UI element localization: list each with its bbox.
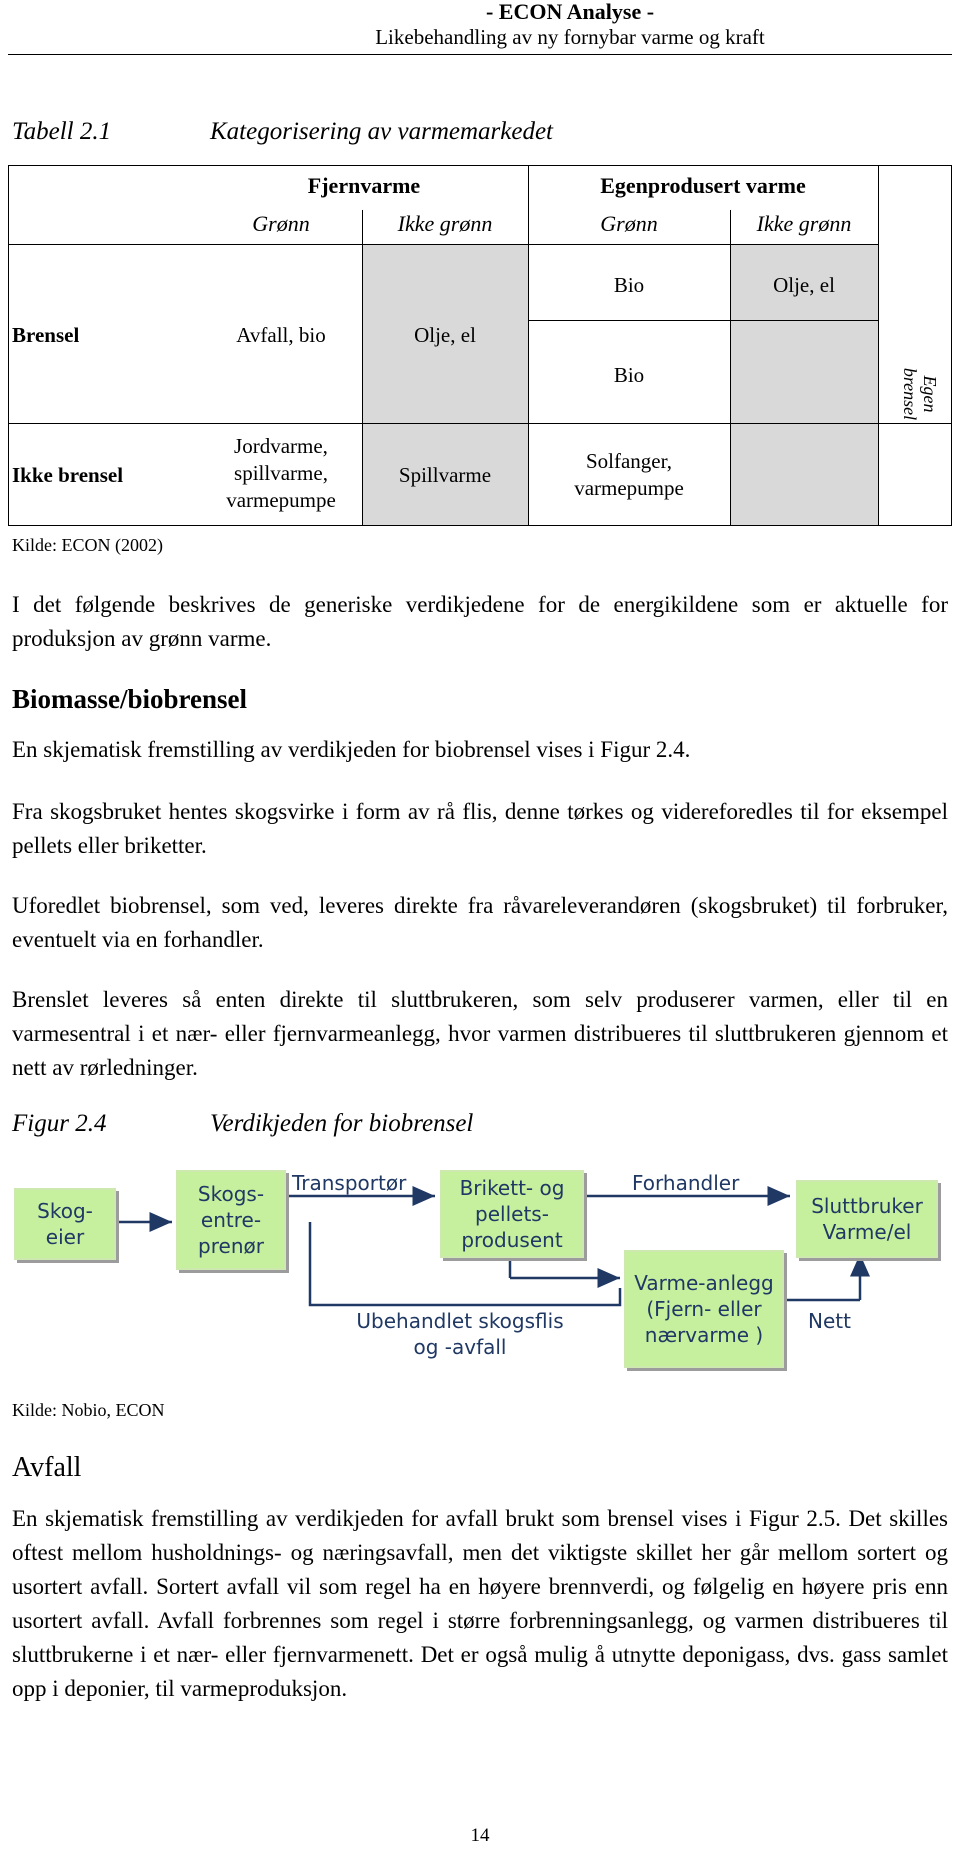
egen-brensel-label: Egen brensel xyxy=(900,367,940,421)
table-caption: Kategorisering av varmemarkedet xyxy=(210,118,553,145)
value-chain-diagram xyxy=(0,1150,960,1400)
cell-brensel-eg-gronn-bottom: Bio xyxy=(613,363,645,387)
biomasse-p4: Brenslet leveres så enten direkte til sluttbrukeren, som selv produserer varmen, eller til en varmesentral i et nær- eller fjernvarmeanlegg, hvor varmen distribueres til sluttbrukeren gjennom et nett av rørledninger. xyxy=(12,987,948,1080)
box-skogeier-label: Skog-eier xyxy=(37,1199,93,1249)
label-forhandler: Forhandler xyxy=(632,1171,740,1195)
cell-ikke-fj-ikke: Spillvarme xyxy=(398,463,492,487)
biomasse-p1: En skjematisk fremstilling av verdikjeden for biobrensel vises i Figur 2.4. xyxy=(12,737,691,762)
table-header-rule xyxy=(8,244,878,245)
table-source: Kilde: ECON (2002) xyxy=(12,535,163,555)
cell-ikke-eg-gronn: Solfanger, varmepumpe xyxy=(574,449,684,500)
cell-brensel-eg-gronn-top: Bio xyxy=(613,273,645,297)
label-transportor: Transportør xyxy=(292,1171,407,1195)
running-header-subtitle: Likebehandling av ny fornybar varme og kraft xyxy=(375,25,765,49)
heading-avfall: Avfall xyxy=(12,1452,82,1483)
col-rule-eg xyxy=(730,210,731,525)
box-varmeanlegg xyxy=(624,1250,784,1368)
sub-gronn-eg: Grønn xyxy=(600,211,658,236)
bio-split-rule xyxy=(528,320,878,321)
heading-biomasse: Biomasse/biobrensel xyxy=(12,684,248,714)
box-skogsentreprenor-label: Skogs-entre-prenør xyxy=(197,1182,265,1258)
label-ubehandlet-line2: og -avfall xyxy=(413,1335,507,1359)
biomasse-p3: Uforedlet biobrensel, som ved, leveres direkte fra råvareleverandøren (skogsbruket) til forbruker, eventuelt via en forhandler. xyxy=(12,893,948,952)
sub-ikke-gronn-fj: Ikke grønn xyxy=(397,211,493,236)
brensel-rule xyxy=(8,423,952,424)
box-sluttbruker xyxy=(796,1180,938,1258)
sub-gronn-fj: Grønn xyxy=(252,211,310,236)
box-varmeanlegg-label: Varme-anlegg (Fjern- eller nærvarme ) xyxy=(634,1271,774,1347)
table-left-border xyxy=(8,165,9,525)
row-label-brensel: Brensel xyxy=(12,323,80,347)
box-skogeier xyxy=(14,1188,116,1260)
group-fjernvarme: Fjernvarme xyxy=(307,173,421,198)
figure-source: Kilde: Nobio, ECON xyxy=(12,1400,165,1420)
table-right-border xyxy=(951,165,952,525)
col-rule-egen xyxy=(878,165,879,525)
page-number: 14 xyxy=(470,1825,490,1846)
sub-ikke-gronn-eg: Ikke grønn xyxy=(756,211,852,236)
cell-brensel-fj-gronn: Avfall, bio xyxy=(236,323,326,347)
box-skogsentreprenor xyxy=(176,1170,286,1270)
label-nett: Nett xyxy=(808,1309,851,1333)
cell-brensel-fj-ikke: Olje, el xyxy=(414,323,476,347)
label-ubehandlet-line1: Ubehandlet skogsflis xyxy=(356,1309,564,1333)
intro-paragraph: I det følgende beskrives de generiske verdikjedene for de energikildene som er aktuelle for produksjon av grønn varme. xyxy=(12,592,948,651)
running-header-title: - ECON Analyse - xyxy=(485,0,655,24)
row-label-ikke-brensel: Ikke brensel xyxy=(12,463,124,487)
table-top-rule xyxy=(8,165,952,166)
biomasse-p2: Fra skogsbruket hentes skogsvirke i form av rå flis, denne tørkes og videreforedles til for eksempel pellets eller briketter. xyxy=(12,799,948,858)
category-table xyxy=(0,0,960,560)
table-bottom-rule xyxy=(8,525,952,526)
group-egenprodusert: Egenprodusert varme xyxy=(600,173,806,198)
box-sluttbruker-label: Sluttbruker Varme/el xyxy=(811,1194,923,1244)
cell-ikke-fj-gronn: Jordvarme, spillvarme, varmepumpe xyxy=(226,434,336,512)
table-label: Tabell 2.1 xyxy=(12,118,112,145)
cell-brensel-eg-ikke-top: Olje, el xyxy=(773,273,835,297)
figure-label: Figur 2.4 xyxy=(12,1110,107,1137)
figure-caption: Verdikjeden for biobrensel xyxy=(210,1110,474,1137)
box-brikett-pellets-label: Brikett- og pellets-produsent xyxy=(459,1176,565,1252)
avfall-p1: En skjematisk fremstilling av verdikjeden for avfall brukt som brensel vises i Figur 2.5. Det skilles oftest mellom husholdnings- og næringsavfall, men det viktigste skillet her går mellom sortert og usortert avfall. Sortert avfall vil som regel ha en høyere brennverdi, og følgelig en høyere pris enn usortert avfall. Avfall forbrennes som regel i større forbrenningsanlegg, og varmen distribueres til sluttbrukerne i et nær- eller fjernvarmenett. Det er også mulig å utnytte deponigass, dvs. gass samlet opp i deponier, til varmeproduksjon. xyxy=(12,1506,948,1701)
box-brikett-pellets xyxy=(440,1170,584,1258)
